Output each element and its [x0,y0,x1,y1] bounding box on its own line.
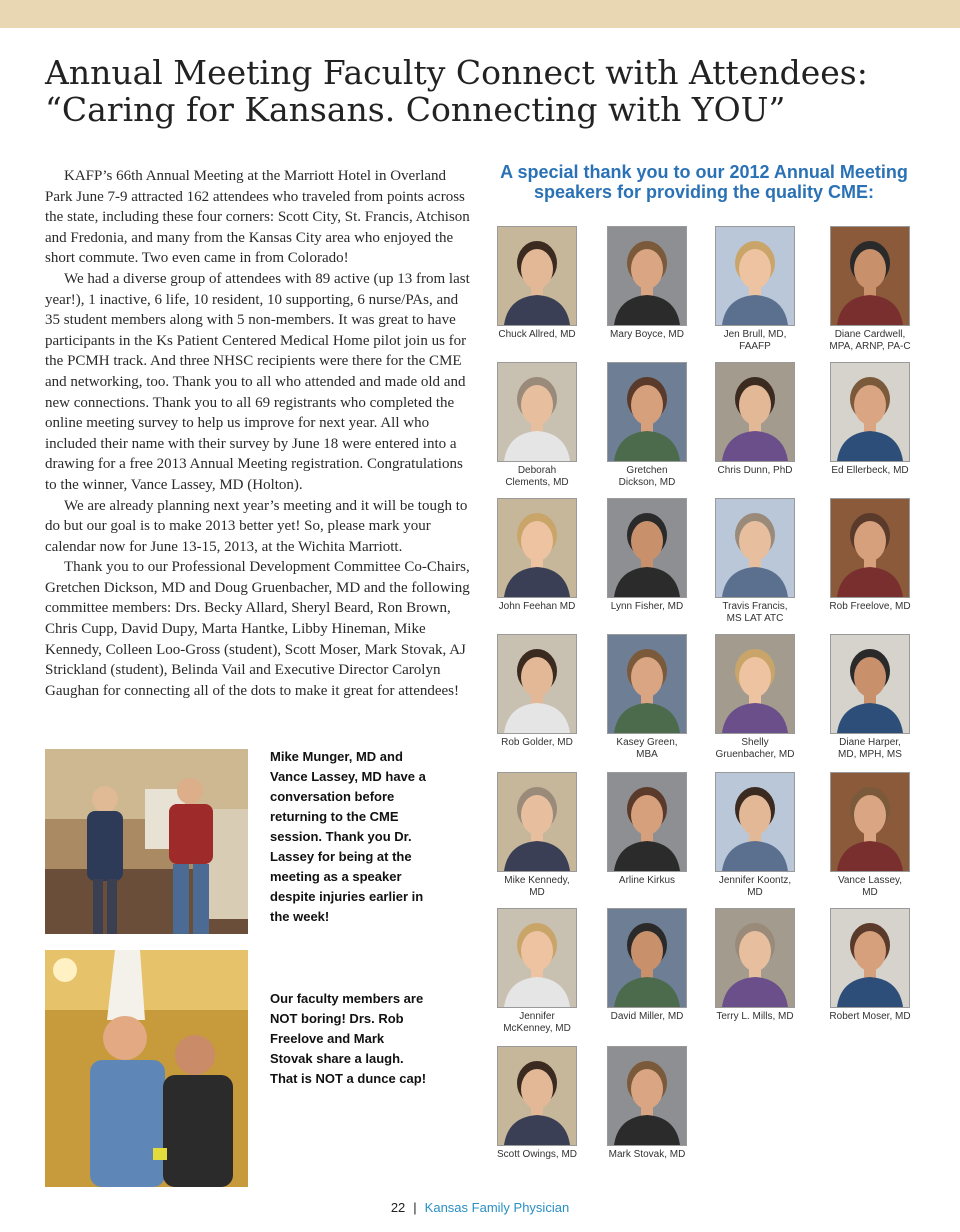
speaker-portrait [497,1046,577,1146]
speaker-card [485,908,589,1035]
speaker-name-line-1: John Feehan MD [498,601,576,612]
speaker-card [595,908,699,1023]
speaker-name-line-2: Clements, MD [505,477,569,488]
thanks-line-1: A special thank you to our 2012 Annual Meeting [500,162,908,182]
speaker-portrait [497,226,577,326]
speaker-name [703,875,807,899]
speaker-portrait [497,498,577,598]
speaker-portrait [607,1046,687,1146]
speaker-name [595,601,699,613]
speaker-name [818,737,922,761]
headline-line-1: Annual Meeting Faculty Connect with Attendees: [45,53,868,92]
speaker-card [485,1046,589,1161]
event-photo-conversation [45,749,248,934]
speaker-card [595,634,699,761]
publication-name: Kansas Family Physician [424,1200,570,1215]
speaker-name-line-2: MPA, ARNP, PA-C [829,341,911,352]
speakers-thank-you-heading [482,162,926,202]
speaker-name-line-2: MBA [636,749,658,760]
speaker-name-line-1: Chuck Allred, MD [498,329,576,340]
speaker-name [595,465,699,489]
speaker-card [595,1046,699,1161]
speaker-name-line-2: MD [862,887,878,898]
speaker-portrait [607,772,687,872]
thanks-line-2: speakers for providing the quality CME: [533,182,875,202]
speaker-card [485,772,589,899]
speaker-portrait [715,634,795,734]
speaker-grid [498,226,918,1166]
speaker-card [485,498,589,613]
speaker-name-line-2: FAAFP [739,341,771,352]
speaker-name-line-1: Mark Stovak, MD [608,1149,686,1160]
speaker-card [703,908,807,1023]
speaker-name-line-1: Rob Golder, MD [501,737,573,748]
speaker-name-line-1: Robert Moser, MD [829,1011,911,1022]
event-photo-laugh [45,950,248,1187]
speaker-name [595,737,699,761]
article-paragraph: KAFP’s 66th Annual Meeting at the Marriott Hotel in Overland Park June 7-9 attracted 162 attendees who traveled from points across the state, including these four corners: Scott City, St. Francis, Atchison and Fredonia, and many from the Kansas City area who enjoyed the short commute. Two even came in from Colorado! [45,168,470,267]
speaker-portrait [497,634,577,734]
speaker-name-line-1: Jennifer [519,1011,555,1022]
speaker-name-line-1: Travis Francis, [722,601,788,612]
top-color-band [0,0,960,28]
speaker-name [818,465,922,477]
speaker-name-line-1: Gretchen [626,465,668,476]
speaker-name [485,465,589,489]
speaker-card [818,772,922,899]
speaker-name [485,329,589,341]
article-paragraph: Thank you to our Professional Development Committee Co-Chairs, Gretchen Dickson, MD and Doug Gruenbacher, MD and the following committee members: Drs. Becky Allard, Sheryl Beard, Ron Brown, Chris Cupp, David Dupy, Marta Hantke, Libby Hineman, Mike Kennedy, Colleen Loo-Gross (student), Scott Moser, Mark Stovak, AJ Strickland (student), Belinda Vail and Executive Director Carolyn Gaughan for connecting all of the dots to make it great for attendees! [45,559,470,699]
speaker-card [818,362,922,477]
speaker-name [703,465,807,477]
speaker-portrait [830,362,910,462]
speaker-card [703,362,807,477]
speaker-name-line-1: David Miller, MD [610,1011,684,1022]
speaker-name-line-2: McKenney, MD [503,1023,571,1034]
speaker-name-line-2: Dickson, MD [618,477,676,488]
speaker-name [595,329,699,341]
photo-caption-laugh: Our faculty members are NOT boring! Drs. Rob Freelove and Mark Stovak share a laugh. That is NOT a dunce cap! [270,991,427,1086]
speaker-name-line-2: MS LAT ATC [726,613,784,624]
speaker-card [595,772,699,887]
photo-caption-conversation: Mike Munger, MD and Vance Lassey, MD have a conversation before returning to the CME session. Thank you Dr. Lassey for being at the meeting as a speaker despite injuries earlier in the week! [270,749,426,924]
speaker-name [703,737,807,761]
speaker-name-line-1: Scott Owings, MD [496,1149,578,1160]
speaker-card [485,226,589,341]
article-paragraph: We had a diverse group of attendees with 89 active (up 13 from last year!), 1 inactive, 6 life, 10 resident, 10 supporting, 6 nurse/PAs, and 35 student members along with 5 non-members. It was great to have participants in the Ks Patient Centered Medical Home pilot join us for the PCMH track. And three NHSC recipients were there for the CME and networking, too. Thank you to all who attended and made old and new connections. Thank you to all 69 registrants who completed the online meeting survey to help us improve for next year. All who included their name with their survey by June 18 were entered into a drawing for a free 2013 Annual Meeting registration. Congratulations to the winner, Vance Lassey, MD (Holton). [45,270,470,493]
speaker-portrait [607,226,687,326]
speaker-name [703,1011,807,1023]
speaker-name-line-1: Jennifer Koontz, [718,875,792,886]
speaker-portrait [830,226,910,326]
speaker-name-line-1: Kasey Green, [616,737,678,748]
speaker-portrait [715,908,795,1008]
speaker-name-line-1: Rob Freelove, MD [829,601,911,612]
speaker-name-line-1: Chris Dunn, PhD [717,465,793,476]
speaker-card [818,634,922,761]
speaker-portrait [607,362,687,462]
speaker-card [818,908,922,1023]
speaker-portrait [497,908,577,1008]
speaker-name-line-1: Vance Lassey, [837,875,903,886]
page-footer [0,1200,960,1215]
speaker-name-line-1: Mike Kennedy, [504,875,570,886]
speaker-card [703,772,807,899]
speaker-portrait [497,362,577,462]
speaker-name [485,1149,589,1161]
speaker-name-line-1: Diane Cardwell, [834,329,906,340]
article-paragraph: We are already planning next year’s meeting and it will be tough to do but our goal is to make 2013 better yet! So, please mark your calendar now for June 13-15, 2013, at the Wichita Marriott. [45,497,468,555]
speaker-name [485,1011,589,1035]
speaker-portrait [830,498,910,598]
speaker-name [595,1149,699,1161]
speaker-name [485,737,589,749]
speaker-name [818,1011,922,1023]
speaker-portrait [497,772,577,872]
page-number: 22 [390,1200,406,1215]
speaker-name [703,329,807,353]
speaker-name-line-1: Terry L. Mills, MD [716,1011,794,1022]
page-headline [45,54,925,128]
speaker-name-line-2: MD [747,887,763,898]
article-body [45,166,473,701]
speaker-name-line-1: Mary Boyce, MD [610,329,684,340]
speaker-name [818,601,922,613]
speaker-card [818,226,922,353]
footer-separator: | [413,1200,417,1215]
speaker-name-line-2: Gruenbacher, MD [715,749,795,760]
speaker-name-line-1: Shelly [741,737,769,748]
speaker-name-line-2: MD, MPH, MS [838,749,902,760]
headline-line-2: “Caring for Kansans. Connecting with YOU” [45,90,786,129]
speaker-portrait [607,908,687,1008]
speaker-portrait [715,498,795,598]
speaker-card [703,634,807,761]
speaker-portrait [830,772,910,872]
speaker-card [595,226,699,341]
speaker-name-line-1: Deborah [517,465,557,476]
speaker-name-line-1: Diane Harper, [839,737,901,748]
speaker-card [595,498,699,613]
speaker-name-line-1: Lynn Fisher, MD [610,601,684,612]
speaker-portrait [607,498,687,598]
speaker-portrait [715,362,795,462]
speaker-name [703,601,807,625]
speaker-portrait [607,634,687,734]
speaker-portrait [830,908,910,1008]
speaker-card [485,634,589,749]
speaker-card [485,362,589,489]
speaker-name [595,1011,699,1023]
speaker-name-line-2: MD [529,887,545,898]
speaker-name-line-1: Arline Kirkus [618,875,676,886]
speaker-name [485,601,589,613]
speaker-card [595,362,699,489]
speaker-name-line-1: Ed Ellerbeck, MD [831,465,909,476]
speaker-name [818,875,922,899]
speaker-card [703,498,807,625]
speaker-name [595,875,699,887]
speaker-portrait [830,634,910,734]
speaker-card [818,498,922,613]
speaker-portrait [715,772,795,872]
speaker-card [703,226,807,353]
speaker-name-line-1: Jen Brull, MD, [723,329,787,340]
speaker-name [485,875,589,899]
speaker-portrait [715,226,795,326]
speaker-name [818,329,922,353]
